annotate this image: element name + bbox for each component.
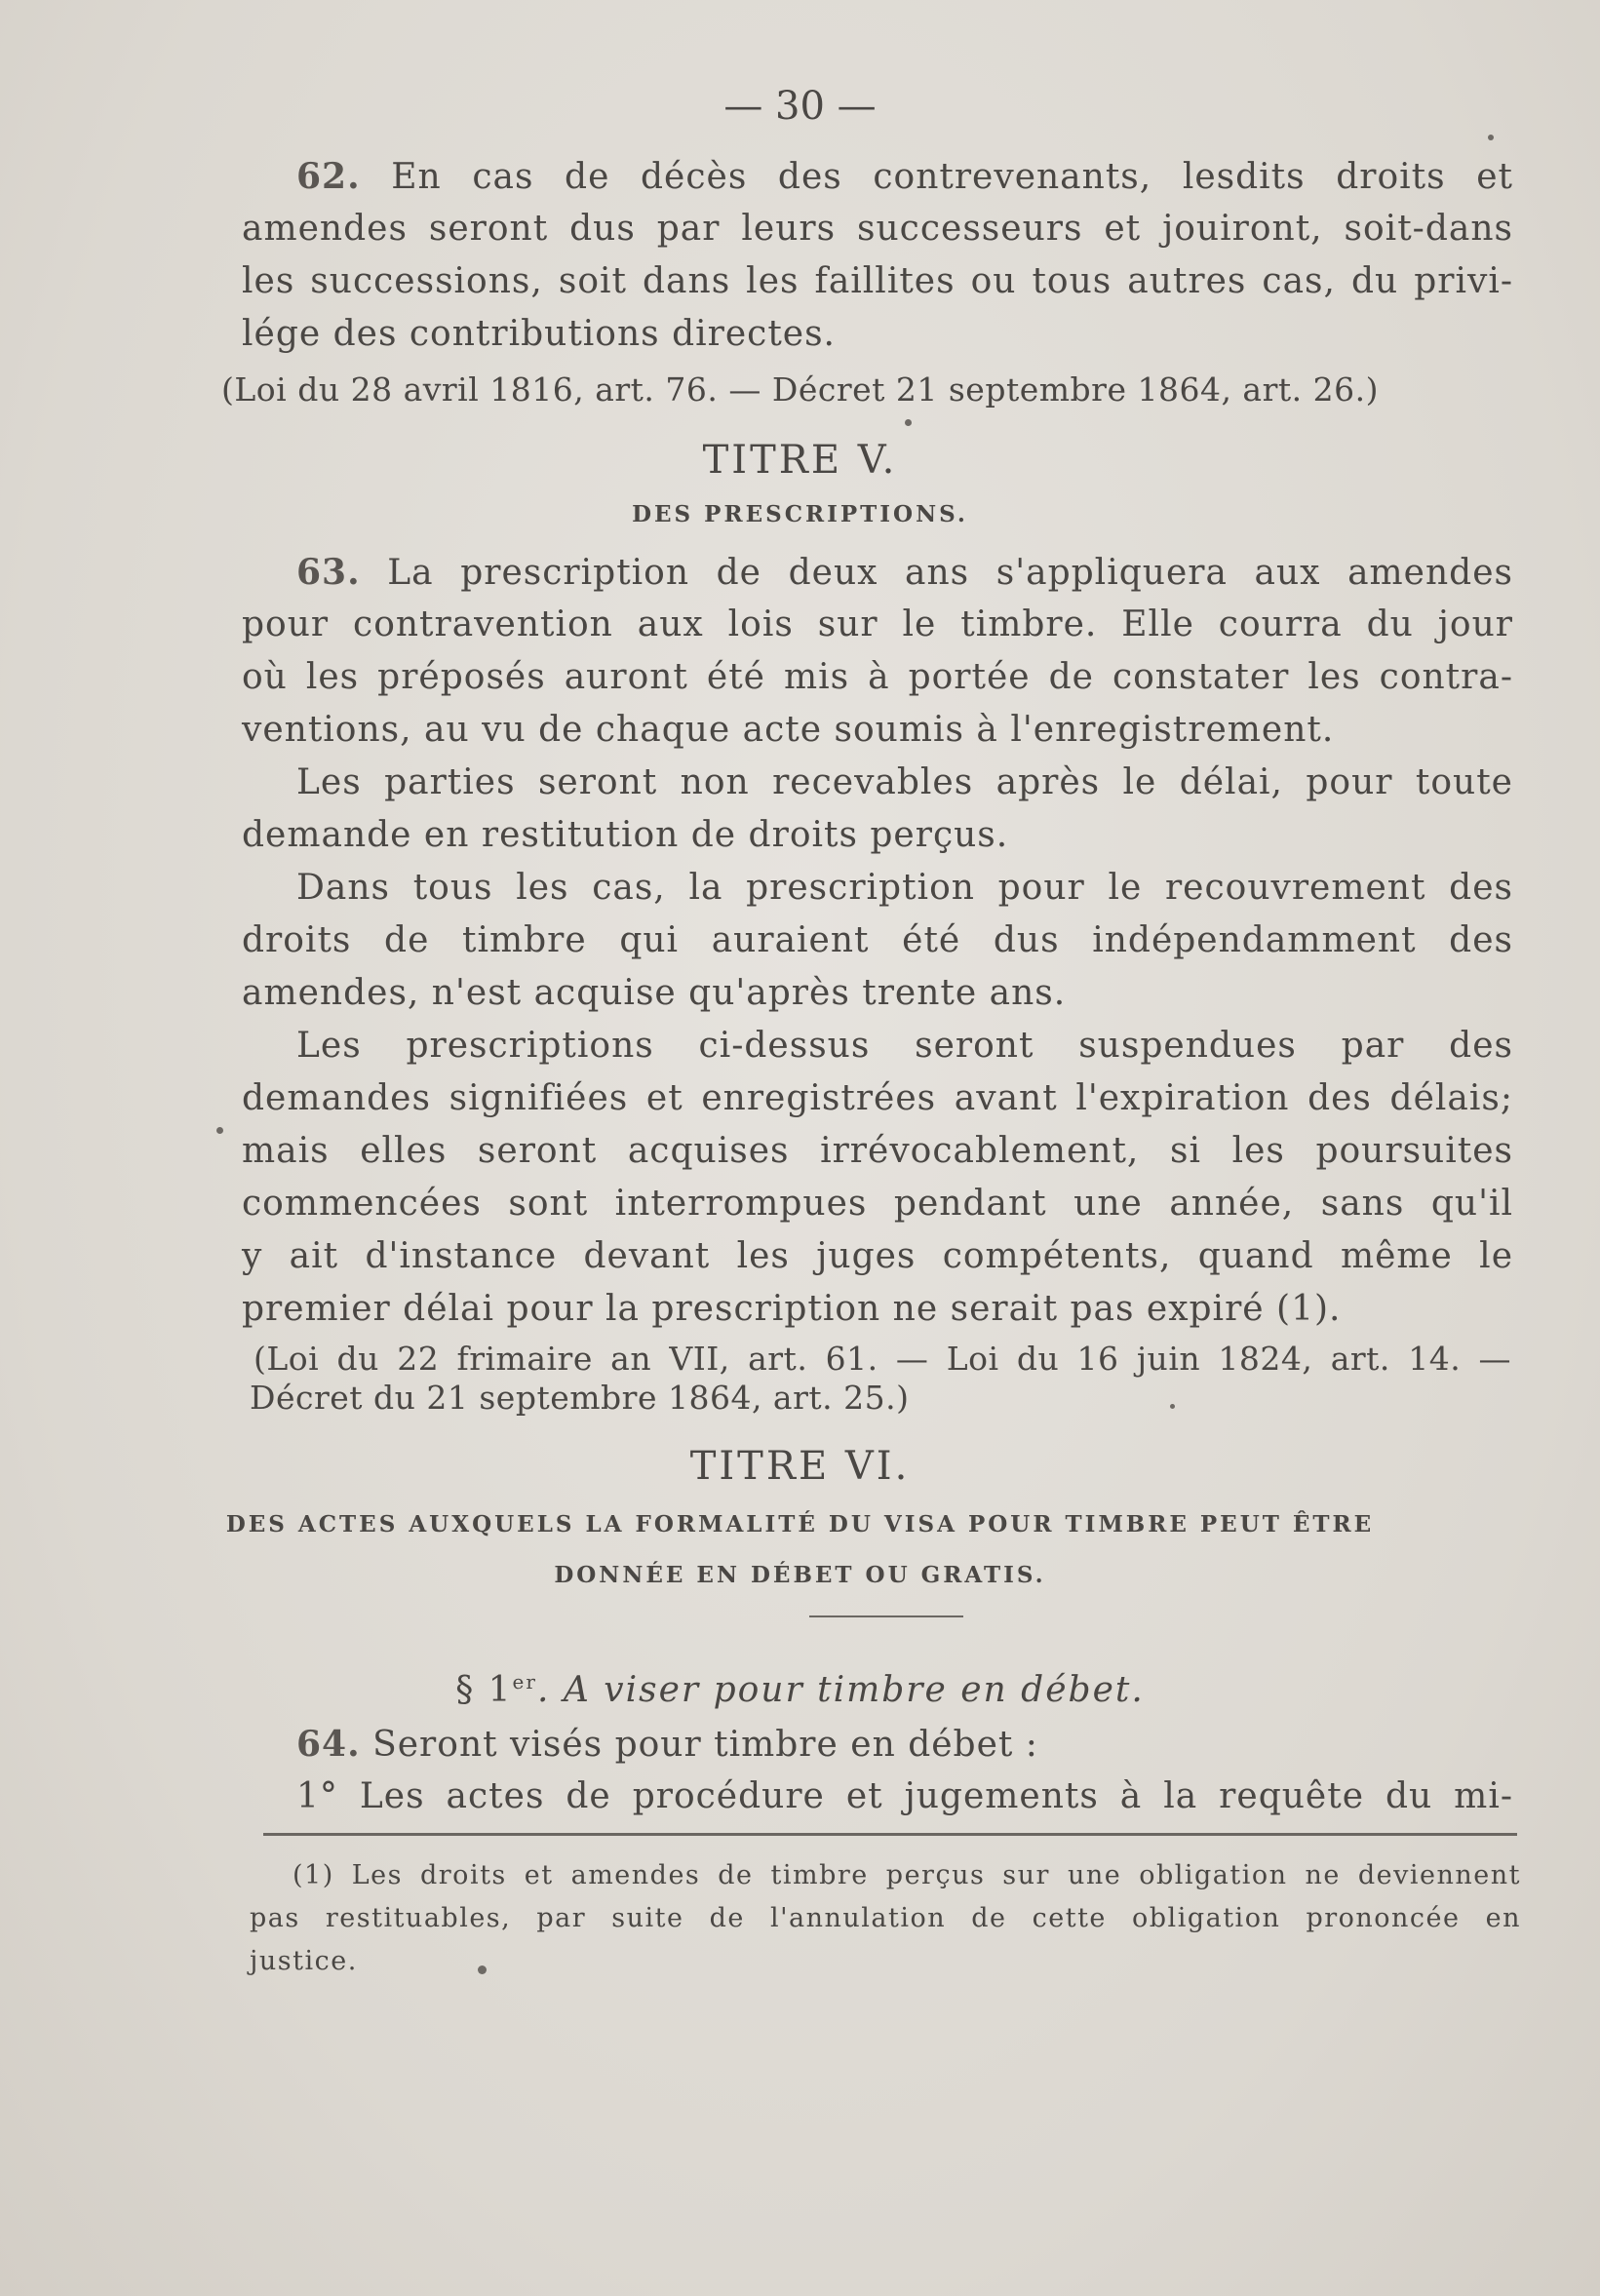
art63-p4-line3: mais elles seront acquises irrévocablement, si les poursuites (242, 1131, 1513, 1171)
art63-p4-line1: Les prescriptions ci-dessus seront suspendues par des (296, 1026, 1513, 1066)
art64-item1-line1 (296, 1771, 1513, 1823)
art63-citation-line1: (Loi du 22 frimaire an VII, art. 61. — Loi du 16 juin 1824, art. 14. — (254, 1340, 1511, 1378)
art63-p3-line2: droits de timbre qui auraient été dus indépendamment des (242, 920, 1513, 960)
ink-speck (216, 1127, 223, 1134)
art62-line3: les successions, soit dans les faillites ou tous autres cas, du privi- (242, 261, 1513, 301)
art62-number: 62. (296, 156, 361, 197)
art63-citation-line2: Décret du 21 septembre 1864, art. 25.) (250, 1379, 910, 1417)
ink-speck (905, 419, 912, 426)
art63-p4-line6: premier délai pour la prescription ne serait pas expiré (1). (242, 1289, 1342, 1329)
art64-line1 (296, 1718, 1513, 1771)
art63-p4-line5: y ait d'instance devant les juges compétents, quand même le (242, 1236, 1513, 1276)
art64-item1-text: Les actes de procédure et jugements à la requête du mi- (359, 1776, 1513, 1816)
art63-p1-line2: pour contravention aux lois sur le timbre. Elle courra du jour (242, 604, 1513, 644)
art63-p1-text1: La prescription de deux ans s'appliquera aux amendes (387, 553, 1513, 593)
section-sup: er (512, 1670, 537, 1693)
art64-number: 64. (296, 1724, 361, 1765)
art63-p2-line1: Les parties seront non recevables après le délai, pour toute (296, 762, 1513, 802)
page-number: — 30 — (723, 84, 877, 129)
footnote-rule (263, 1833, 1517, 1836)
art62-citation: (Loi du 28 avril 1816, art. 76. — Décret 21 septembre 1864, art. 26.) (221, 370, 1379, 409)
ink-speck (1170, 1404, 1175, 1409)
titre6-subtitle-line1: DES ACTES AUXQUELS LA FORMALITÉ DU VISA POUR TIMBRE PEUT ÊTRE (225, 1511, 1375, 1537)
section-title: . A viser pour timbre en débet. (536, 1670, 1145, 1710)
art62-text1: En cas de décès des contrevenants, lesdits droits et (391, 157, 1513, 197)
footnote-line3: justice. (250, 1946, 358, 1976)
titre6-title: TITRE VI. (689, 1444, 911, 1489)
art63-p1-line1 (296, 546, 1513, 600)
titre5-title: TITRE V. (702, 438, 898, 483)
art64-text1: Seront visés pour timbre en débet : (372, 1725, 1038, 1765)
art62-line2: amendes seront dus par leurs successeurs et jouiront, soit-dans (242, 209, 1513, 249)
ink-speck (478, 1965, 487, 1974)
ink-speck (1488, 135, 1494, 140)
art63-p1-line3: où les préposés auront été mis à portée de constater les contra- (242, 657, 1513, 697)
art63-p3-line3: amendes, n'est acquise qu'après trente ans. (242, 973, 1067, 1013)
art63-p1-line4: ventions, au vu de chaque acte soumis à l'enregistrement. (242, 710, 1335, 750)
art62-line1 (296, 150, 1513, 204)
section1-heading (0, 1657, 1600, 1715)
art63-p3-line1: Dans tous les cas, la prescription pour le recouvrement des (296, 868, 1513, 908)
art63-p4-line4: commencées sont interrompues pendant une année, sans qu'il (242, 1184, 1513, 1224)
footnote-line2: pas restituables, par suite de l'annulation de cette obligation prononcée en (250, 1903, 1521, 1933)
art64-item1-num: 1° (296, 1776, 338, 1816)
art63-number: 63. (296, 552, 361, 593)
art62-line4: lége des contributions directes. (242, 314, 837, 354)
section-symbol: § 1 (455, 1670, 513, 1710)
art63-p4-line2: demandes signifiées et enregistrées avant l'expiration des délais; (242, 1078, 1513, 1118)
footnote-line1: (1) Les droits et amendes de timbre perçus sur une obligation ne deviennent (293, 1860, 1521, 1890)
art63-p2-line2: demande en restitution de droits perçus. (242, 815, 1009, 855)
titre5-subtitle: DES PRESCRIPTIONS. (632, 501, 968, 527)
section-divider (809, 1615, 963, 1617)
titre6-subtitle-line2: DONNÉE EN DÉBET OU GRATIS. (554, 1562, 1046, 1588)
